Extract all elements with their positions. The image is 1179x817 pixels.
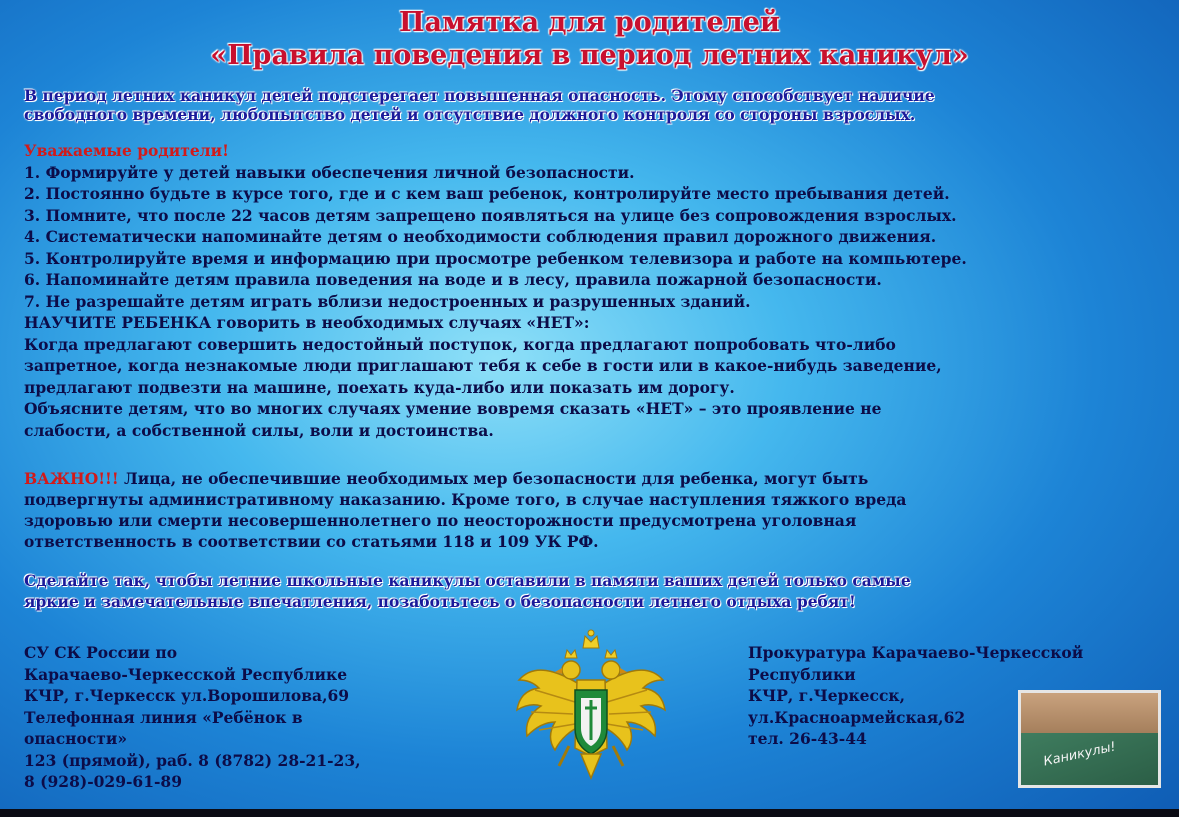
rule-item: 4. Систематически напоминайте детям о необходимости соблюдения правил дорожного движения. [24, 227, 937, 246]
important-line: ответственность в соответствии со статьями 118 и 109 УК РФ. [24, 532, 599, 551]
intro-line: свободного времени, любопытство детей и отсутствие должного контроля со стороны взрослых. [24, 105, 916, 124]
poster-title [0, 6, 1179, 72]
contact-line: Республики [748, 664, 856, 684]
poster-title-line1: Памятка для родителей [399, 7, 780, 38]
rule-item: 5. Контролируйте время и информацию при просмотре ребенком телевизора и работе на компьютере. [24, 248, 967, 268]
bottom-band [0, 809, 1179, 817]
important-line: подвергнуты административному наказанию. Кроме того, в случае наступления тяжкого вреда [24, 490, 907, 509]
outro-line: яркие и замечательные впечатления, позаботьтесь о безопасности летнего отдыха ребят! [24, 592, 856, 611]
teach-no-line: запретное, когда незнакомые люди приглашают тебя к себе в гости или в какое-нибудь заведение, [24, 356, 942, 375]
explain-line: слабости, а собственной силы, воли и достоинства. [24, 420, 494, 440]
rules-heading: Уважаемые родители! [24, 141, 229, 160]
important-label: ВАЖНО!!! [24, 469, 119, 488]
outro-paragraph [24, 570, 1164, 612]
rule-item: 1. Формируйте у детей навыки обеспечения личной безопасности. [24, 162, 635, 182]
important-section [24, 468, 1164, 552]
important-line-first [24, 468, 1164, 489]
contact-line: 123 (прямой), раб. 8 (8782) 28-21-23, [24, 750, 361, 770]
contact-line: СУ СК России по [24, 643, 178, 662]
teach-no-line: Когда предлагают совершить недостойный поступок, когда предлагают попробовать что-либо [24, 334, 896, 354]
important-line: здоровью или смерти несовершеннолетнего по неосторожности предусмотрена уголовная [24, 511, 857, 530]
children-group-image [1021, 693, 1158, 733]
rules-section [24, 140, 1164, 441]
contact-line: Телефонная линия «Ребёнок в [24, 707, 303, 727]
contact-line: ул.Красноармейская,62 [748, 707, 966, 727]
contact-line: Карачаево-Черкесской Республике [24, 664, 348, 684]
double-headed-eagle-emblem-icon [515, 628, 667, 788]
contact-line: Прокуратура Карачаево-Черкесской [748, 643, 1084, 662]
contact-line: 8 (928)-029-61-89 [24, 772, 182, 791]
contact-line: КЧР, г.Черкесск ул.Ворошилова,69 [24, 686, 350, 705]
teach-no-line: предлагают подвезти на машине, поехать куда-либо или показать им дорогу. [24, 377, 735, 397]
chalkboard-text: Каникулы! [1042, 739, 1118, 770]
contact-investigative-committee [24, 642, 444, 793]
teach-no-heading: НАУЧИТЕ РЕБЕНКА говорить в необходимых случаях «НЕТ»: [24, 313, 590, 332]
important-line-rest: Лица, не обеспечившие необходимых мер безопасности для ребенка, могут быть [118, 469, 869, 488]
contact-line: опасности» [24, 729, 128, 748]
rule-item: 7. Не разрешайте детям играть вблизи недостроенных и разрушенных зданий. [24, 291, 751, 311]
contact-line: КЧР, г.Черкесск, [748, 686, 905, 705]
rule-item: 2. Постоянно будьте в курсе того, где и с кем ваш ребенок, контролируйте место пребывания детей. [24, 184, 950, 203]
rule-item: 6. Напоминайте детям правила поведения на воде и в лесу, правила пожарной безопасности. [24, 270, 882, 289]
rule-item: 3. Помните, что после 22 часов детям запрещено появляться на улице без сопровождения взрослых. [24, 205, 957, 225]
intro-line: В период летних каникул детей подстерегает повышенная опасность. Этому способствует наличие [24, 86, 935, 105]
contact-line: тел. 26-43-44 [748, 729, 867, 748]
intro-paragraph [24, 86, 1164, 124]
poster-title-line2: «Правила поведения в период летних каникул» [210, 40, 969, 71]
explain-line: Объясните детям, что во многих случаях умение вовремя сказать «НЕТ» – это проявление не [24, 399, 882, 418]
kids-chalkboard-photo [1018, 690, 1161, 788]
outro-line: Сделайте так, чтобы летние школьные каникулы оставили в памяти ваших детей только самые [24, 571, 911, 590]
